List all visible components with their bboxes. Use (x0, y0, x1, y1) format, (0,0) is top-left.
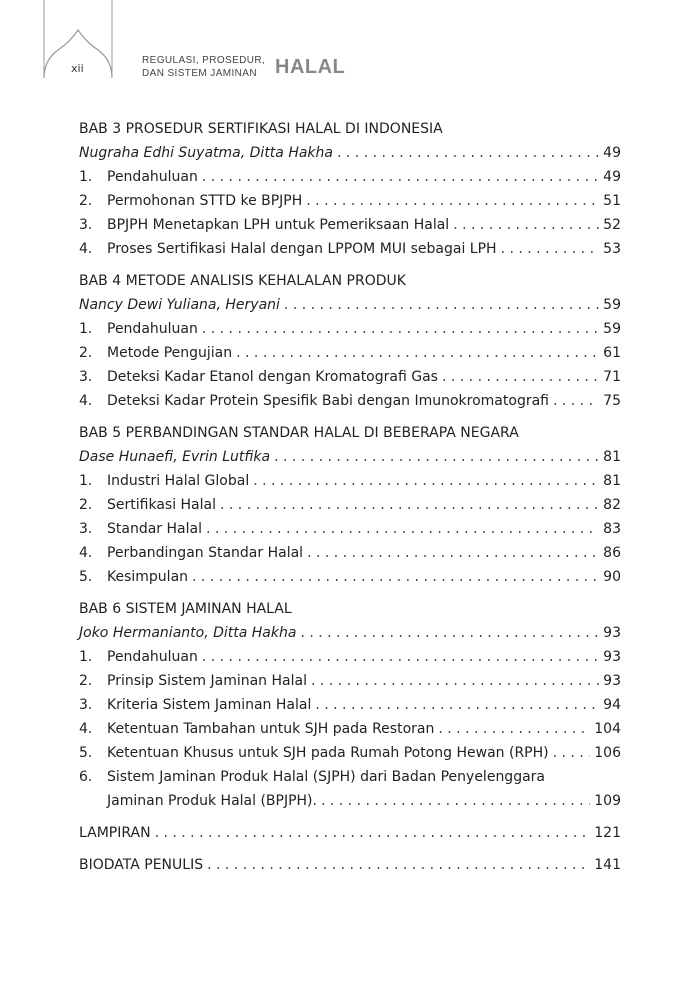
entry-number: 2. (79, 497, 93, 513)
chapter-authors-row[interactable] (79, 293, 621, 317)
page-ref: 81 (603, 473, 621, 489)
entry-label: Ketentuan Tambahan untuk SJH pada Restoran (107, 721, 435, 737)
page-ref: 93 (603, 625, 621, 641)
entry-label-line-2: Jaminan Produk Halal (BPJPH). (107, 793, 317, 809)
toc-entry[interactable] (79, 741, 621, 765)
leader-dots (207, 853, 590, 877)
chapter-3 (79, 117, 621, 261)
toc-entry[interactable] (79, 565, 621, 589)
chapter-5 (79, 421, 621, 589)
entry-number: 2. (79, 193, 93, 209)
chapter-title: BAB 6 SISTEM JAMINAN HALAL (79, 601, 292, 617)
leader-dots (453, 213, 599, 237)
entry-number: 3. (79, 697, 93, 713)
entry-number: 3. (79, 217, 93, 233)
chapter-6 (79, 597, 621, 813)
entry-label: BIODATA PENULIS (79, 857, 204, 873)
chapter-title: BAB 5 PERBANDINGAN STANDAR HALAL DI BEBERAPA NEGARA (79, 425, 519, 441)
entry-number: 4. (79, 241, 93, 257)
chapter-title: BAB 4 METODE ANALISIS KEHALALAN PRODUK (79, 273, 406, 289)
page-ref: 83 (603, 521, 621, 537)
toc-entry[interactable] (79, 165, 621, 189)
toc-entry[interactable] (79, 645, 621, 669)
entry-label: Industri Halal Global (107, 473, 250, 489)
entry-label: Ketentuan Khusus untuk SJH pada Rumah Potong Hewan (RPH) (107, 745, 549, 761)
chapter-authors-row[interactable] (79, 621, 621, 645)
leader-dots (306, 189, 599, 213)
leader-dots (553, 741, 591, 765)
entry-number: 5. (79, 745, 93, 761)
toc-entry[interactable] (79, 669, 621, 693)
entry-number: 1. (79, 169, 93, 185)
entry-label: Sertifikasi Halal (107, 497, 216, 513)
toc-entry[interactable] (79, 717, 621, 741)
toc-entry[interactable] (79, 517, 621, 541)
entry-label: Pendahuluan (107, 649, 198, 665)
toc-entry[interactable] (79, 365, 621, 389)
leader-dots (300, 621, 599, 645)
entry-label: Pendahuluan (107, 169, 198, 185)
page-header (0, 0, 700, 100)
leader-dots (438, 717, 590, 741)
page-ref: 49 (603, 145, 621, 161)
toc-entry[interactable] (79, 213, 621, 237)
page-ref: 94 (603, 697, 621, 713)
toc-entry-biodata[interactable] (79, 853, 621, 877)
toc-entry[interactable] (79, 341, 621, 365)
leader-dots (501, 237, 600, 261)
page-ref: 82 (603, 497, 621, 513)
entry-number: 4. (79, 721, 93, 737)
leader-dots (442, 365, 599, 389)
page-ref: 104 (594, 721, 621, 737)
leader-dots (553, 389, 599, 413)
entry-number: 4. (79, 393, 93, 409)
entry-label: Permohonan STTD ke BPJPH (107, 193, 303, 209)
page-ref: 93 (603, 673, 621, 689)
entry-number: 1. (79, 321, 93, 337)
page-ref: 93 (603, 649, 621, 665)
entry-number: 2. (79, 673, 93, 689)
leader-dots (236, 341, 599, 365)
entry-number: 1. (79, 649, 93, 665)
entry-label: BPJPH Menetapkan LPH untuk Pemeriksaan Halal (107, 217, 450, 233)
page-ref: 141 (594, 857, 621, 873)
page-ref: 49 (603, 169, 621, 185)
leader-dots (206, 517, 599, 541)
entry-number: 6. (79, 769, 93, 785)
entry-number: 4. (79, 545, 93, 561)
leader-dots (311, 669, 599, 693)
toc-entry[interactable] (79, 317, 621, 341)
entry-number: 5. (79, 569, 93, 585)
chapter-authors: Joko Hermanianto, Ditta Hakha (79, 625, 297, 641)
chapter-authors-row[interactable] (79, 445, 621, 469)
page-number: xii (71, 62, 84, 75)
chapter-authors-row[interactable] (79, 141, 621, 165)
brand-line-1: REGULASI, PROSEDUR, (142, 55, 266, 66)
leader-dots (220, 493, 599, 517)
toc-entry[interactable] (79, 693, 621, 717)
entry-label: Standar Halal (107, 521, 202, 537)
entry-label: Pendahuluan (107, 321, 198, 337)
leader-dots (284, 293, 599, 317)
chapter-authors: Dase Hunaefi, Evrin Lutfika (79, 449, 271, 465)
entry-label: Prinsip Sistem Jaminan Halal (107, 673, 307, 689)
leader-dots (337, 141, 599, 165)
page-ref: 106 (594, 745, 621, 761)
leader-dots (202, 165, 599, 189)
toc-entry-lampiran[interactable] (79, 821, 621, 845)
leader-dots (315, 693, 599, 717)
entry-label: Kesimpulan (107, 569, 189, 585)
brand-line-2: DAN SISTEM JAMINAN (142, 68, 257, 79)
page-ref: 75 (603, 393, 621, 409)
page-ref: 81 (603, 449, 621, 465)
entry-number: 2. (79, 345, 93, 361)
page-ref: 71 (603, 369, 621, 385)
chapter-4 (79, 269, 621, 413)
entry-label: LAMPIRAN (79, 825, 151, 841)
page-ref: 52 (603, 217, 621, 233)
entry-label-line-1: Sistem Jaminan Produk Halal (SJPH) dari Badan Penyelenggara (107, 769, 545, 785)
entry-label: Kriteria Sistem Jaminan Halal (107, 697, 312, 713)
leader-dots (307, 541, 599, 565)
entry-number: 1. (79, 473, 93, 489)
leader-dots (202, 645, 599, 669)
toc-entry-multiline[interactable] (79, 765, 621, 813)
entry-label: Metode Pengujian (107, 345, 233, 361)
leader-dots (321, 789, 590, 813)
entry-number: 3. (79, 521, 93, 537)
page-ref: 51 (603, 193, 621, 209)
page-ref: 61 (603, 345, 621, 361)
toc-entry[interactable] (79, 189, 621, 213)
mosque-dome-ornament (0, 0, 700, 100)
page-ref: 109 (594, 793, 621, 809)
toc-entry[interactable] (79, 389, 621, 413)
chapter-authors: Nugraha Edhi Suyatma, Ditta Hakha (79, 145, 333, 161)
toc-entry[interactable] (79, 237, 621, 261)
page-ref: 53 (603, 241, 621, 257)
toc-entry[interactable] (79, 541, 621, 565)
leader-dots (155, 821, 591, 845)
page-ref: 59 (603, 297, 621, 313)
page-ref: 59 (603, 321, 621, 337)
chapter-title: BAB 3 PROSEDUR SERTIFIKASI HALAL DI INDONESIA (79, 121, 443, 137)
toc-entry[interactable] (79, 469, 621, 493)
leader-dots (274, 445, 599, 469)
brand-halal: HALAL (275, 56, 346, 78)
chapter-authors: Nancy Dewi Yuliana, Heryani (79, 297, 280, 313)
entry-label: Deteksi Kadar Etanol dengan Kromatografi Gas (107, 369, 438, 385)
toc-entry[interactable] (79, 493, 621, 517)
page-ref: 90 (603, 569, 621, 585)
table-of-contents (79, 117, 621, 877)
leader-dots (202, 317, 599, 341)
leader-dots (192, 565, 599, 589)
entry-label: Proses Sertifikasi Halal dengan LPPOM MUI sebagai LPH (107, 241, 497, 257)
entry-number: 3. (79, 369, 93, 385)
leader-dots (253, 469, 599, 493)
entry-label: Deteksi Kadar Protein Spesifik Babi dengan Imunokromatografi (107, 393, 549, 409)
page-ref: 86 (603, 545, 621, 561)
page-ref: 121 (594, 825, 621, 841)
entry-label: Perbandingan Standar Halal (107, 545, 304, 561)
